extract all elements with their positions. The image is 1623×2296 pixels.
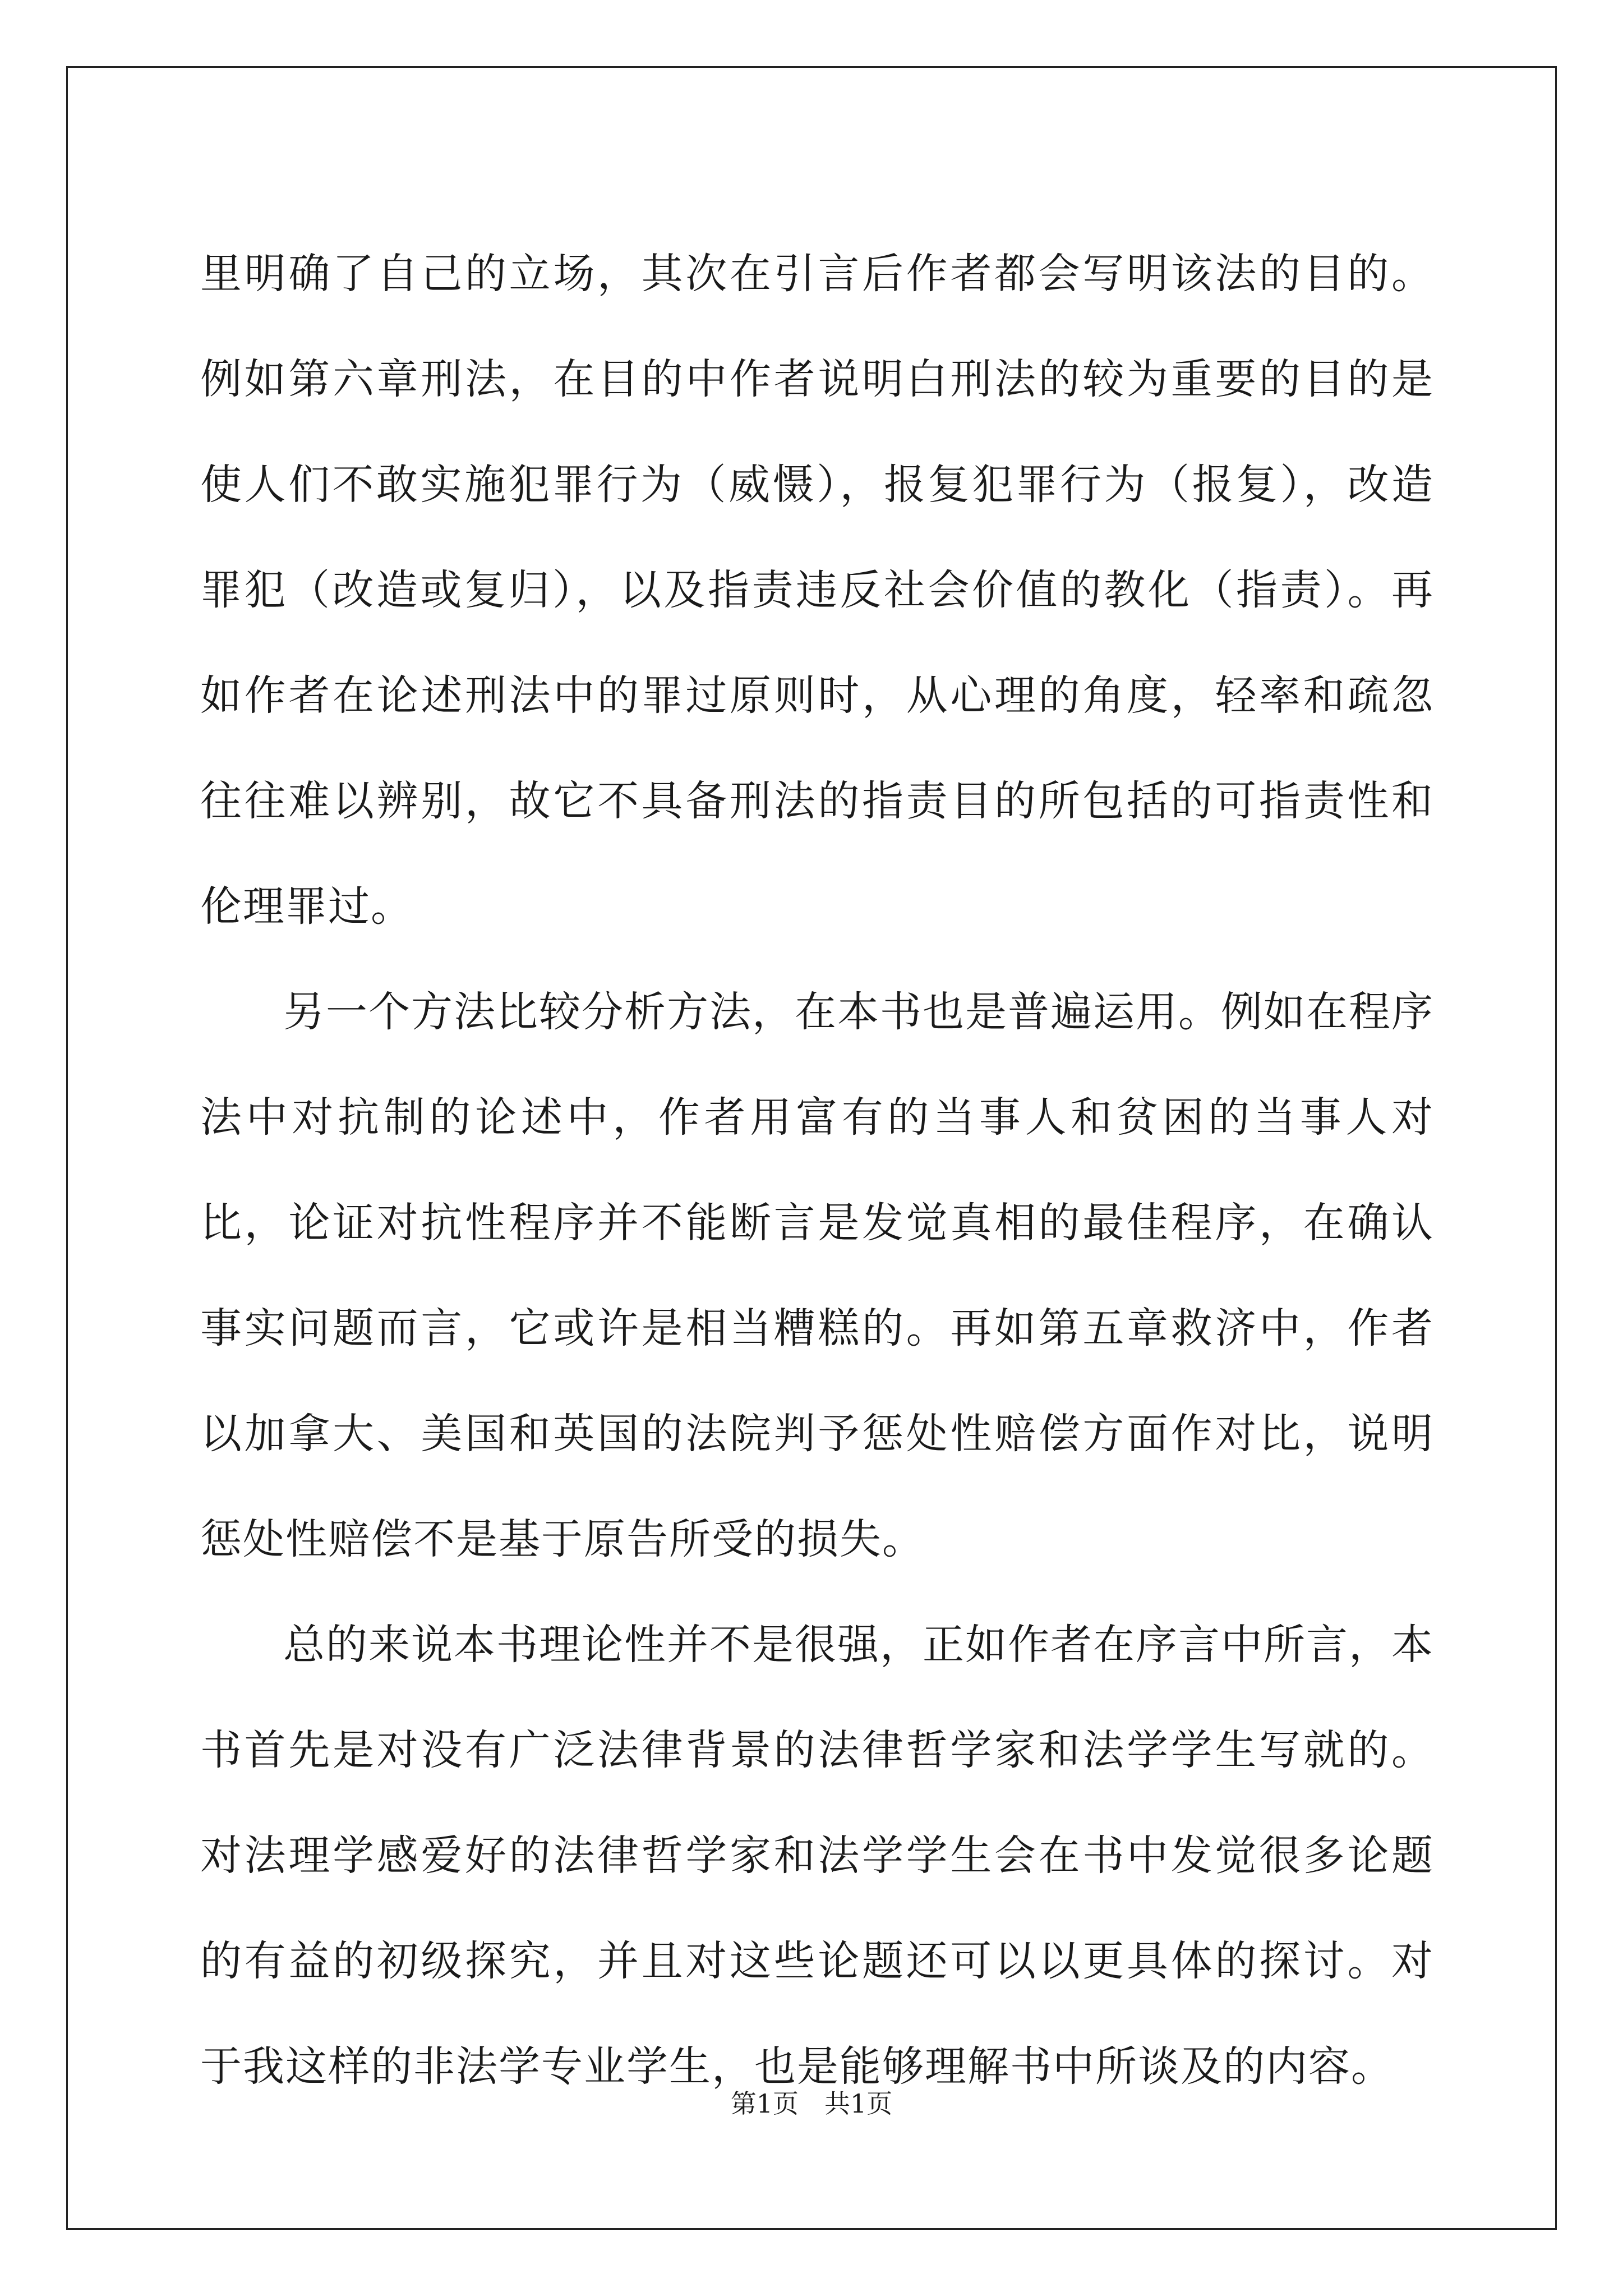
- paragraph-conclusion: 总的来说本书理论性并不是很强，正如作者在序言中所言，本书首先是对没有广泛法律背景的法律哲学家和法学学生写就的。对法理学感爱好的法律哲学家和法学学生会在书中发觉很多论题的有益的初级探究，并且对这些论题还可以以更具体的探讨。对于我这样的非法学专业学生，也是能够理解书中所谈及的内容。: [200, 1621, 1434, 2091]
- paragraph-comparative-analysis: 另一个方法比较分析方法，在本书也是普遍运用。例如在程序法中对抗制的论述中，作者用富有的当事人和贫困的当事人对比，论证对抗性程序并不能断言是发觉真相的最佳程序，在确认事实问题而言，它或许是相当糟糕的。再如第五章救济中，作者以加拿大、美国和英国的法院判予惩处性赔偿方面作对比，说明惩处性赔偿不是基于原告所受的损失。: [200, 988, 1434, 1563]
- paragraph-continuation: 里明确了自己的立场，其次在引言后作者都会写明该法的目的。例如第六章刑法，在目的中作者说明白刑法的较为重要的目的是使人们不敢实施犯罪行为（威慑），报复犯罪行为（报复），改造罪犯（改造或复归），以及指责违反社会价值的教化（指责）。再如作者在论述刑法中的罪过原则时，从心理的角度，轻率和疏忽往往难以辨别，故它不具备刑法的指责目的所包括的可指责性和伦理罪过。: [200, 250, 1434, 931]
- page-number-footer: 第1页 共1页: [730, 2088, 893, 2119]
- document-body: [200, 221, 1434, 2119]
